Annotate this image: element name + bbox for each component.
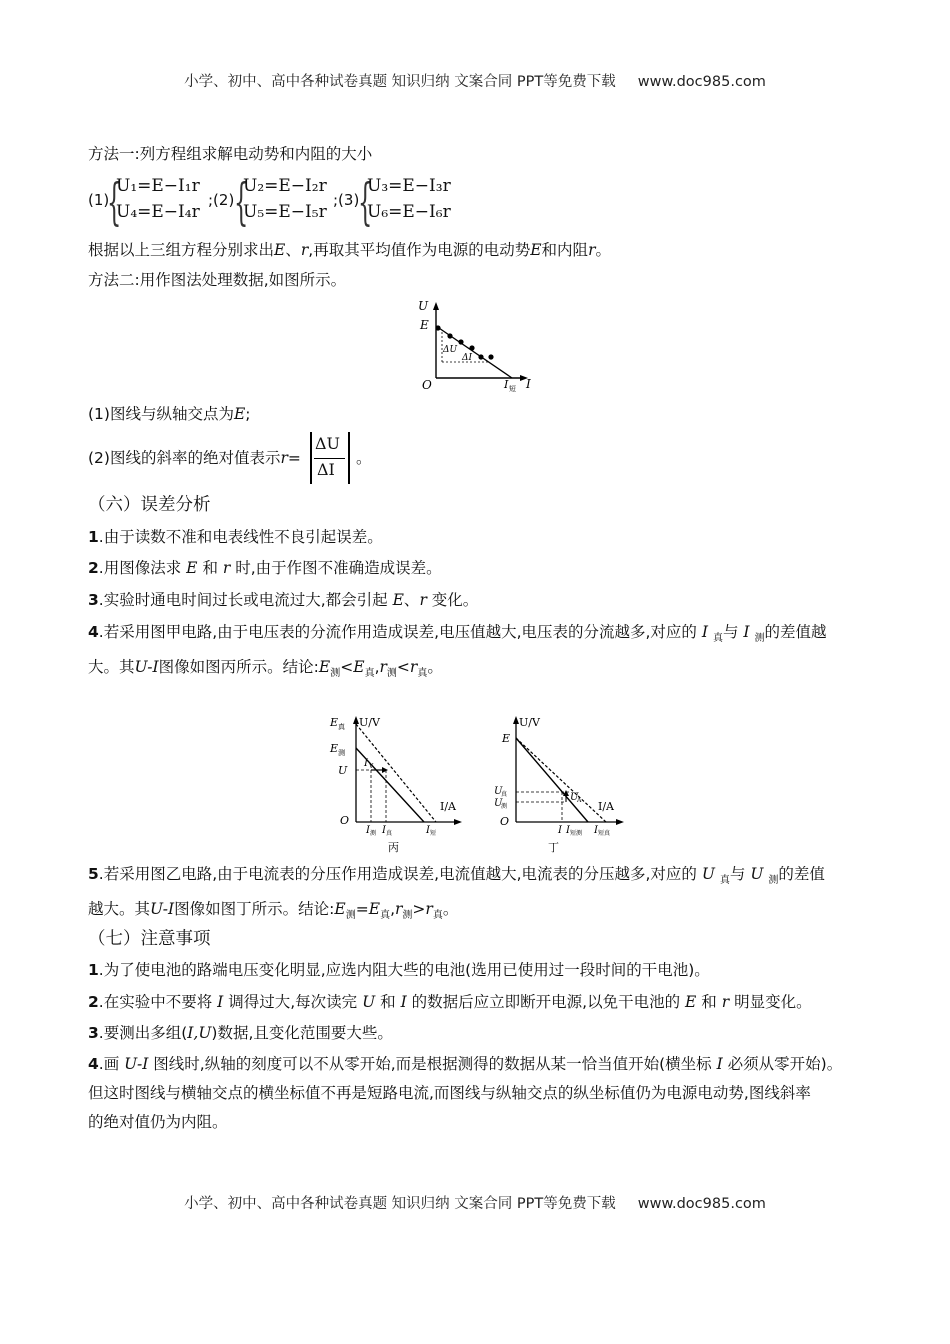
text: 、: [403, 591, 420, 609]
text: .实验时通电时间过长或电流过大,都会引起: [98, 591, 388, 609]
item-number: 5: [88, 865, 99, 883]
label-I-meas-sub: 测: [370, 830, 377, 837]
note-text: 。: [595, 241, 611, 259]
eq-label-3: ;(3): [333, 191, 360, 209]
ui-graph-figure: [410, 296, 540, 396]
label-E-true: E: [330, 716, 339, 729]
text: (1)图线与纵轴交点为: [88, 405, 234, 423]
note-text: 和内阻: [541, 241, 589, 259]
var-E: E: [274, 241, 286, 259]
data-point: [458, 339, 463, 344]
item-number: 4: [88, 1055, 99, 1073]
label-I-true-sub: 真: [386, 830, 393, 837]
error-item-2: [88, 556, 868, 580]
denominator: ΔI: [317, 460, 335, 479]
note-text: ,再取其平均值作为电源的电动势: [308, 241, 531, 259]
text: )数据,且变化范围要大些。: [211, 1024, 393, 1042]
item-number: 3: [88, 1024, 99, 1042]
text: <: [340, 658, 354, 677]
x-axis-arrow: [454, 819, 462, 825]
text: 。: [427, 658, 443, 677]
var-E: E: [530, 241, 542, 259]
var-E: E: [685, 993, 697, 1011]
var-r: r: [721, 993, 730, 1011]
numerator: ΔU: [315, 434, 341, 453]
text: 越大。其: [88, 900, 151, 919]
eq-u4: U₄=E−I₄r: [116, 202, 200, 222]
subscript: 测: [330, 668, 341, 680]
var-r: r: [395, 900, 403, 919]
method1-title: 方法一:列方程组求解电动势和内阻的大小: [88, 145, 373, 163]
text: ,: [390, 900, 395, 919]
text: 的差值越: [764, 623, 827, 641]
method2-title: 方法二:用作图法处理数据,如图所示。: [88, 271, 347, 289]
text: (2)图线的斜率的绝对值表示: [88, 449, 281, 467]
axis-label-UV: U/V: [519, 716, 540, 729]
slope-fraction: [310, 432, 350, 484]
label-IV: I: [364, 758, 368, 769]
label-I-true: I: [382, 825, 386, 836]
eq-u3: U₃=E−I₃r: [367, 176, 451, 196]
m2-point-1: [88, 402, 868, 426]
label-O: O: [422, 378, 432, 392]
var-E: E: [353, 658, 365, 677]
subscript: 测: [768, 875, 779, 887]
subscript: 真: [364, 668, 375, 680]
text: <: [396, 658, 410, 677]
label-U-true: U: [494, 786, 503, 797]
text: =: [287, 449, 301, 467]
eq-u6: U₆=E−I₆r: [367, 202, 451, 222]
text: 图线时,纵轴的刻度可以不从零开始,而是根据测得的数据从某一恰当值开始(横坐标: [153, 1055, 712, 1073]
text: 调得过大,每次读完: [228, 993, 358, 1011]
label-dU: ΔU: [443, 345, 458, 355]
var-E: E: [368, 900, 381, 919]
text: 的绝对值仍为内阻。: [88, 1113, 228, 1131]
text: 必须从零开始)。: [727, 1055, 843, 1073]
note-item-1: [88, 958, 868, 982]
text: 的数据后应立即断开电源,以免干电池的: [411, 993, 681, 1011]
note-item-3: [88, 1021, 868, 1045]
m2-point-2: [88, 446, 868, 470]
subscript: 测: [386, 668, 397, 680]
axis-label-U: U: [418, 299, 429, 313]
text: .若采用图乙电路,由于电流表的分压作用造成误差,电流值越大,电流表的分压越多,对应的: [98, 865, 697, 883]
text: .要测出多组(: [98, 1024, 188, 1042]
fraction-bar: [314, 458, 345, 459]
var-r: r: [222, 559, 231, 577]
eq-label-1: (1): [88, 191, 110, 209]
label-U-true-sub: 真: [501, 791, 508, 798]
var-r: r: [280, 449, 288, 467]
m2-point-2-end: 。: [356, 449, 372, 467]
text: .由于读数不准和电表线性不良引起误差。: [98, 528, 383, 546]
subscript: 测: [754, 633, 765, 645]
var-r: r: [588, 241, 596, 259]
var-r: r: [409, 658, 418, 677]
text: 图像如图丙所示。结论:: [158, 658, 319, 677]
abs-bar-left: [310, 432, 312, 484]
subscript: 真: [719, 875, 730, 887]
text: 变化。: [431, 591, 479, 609]
var-E: E: [392, 591, 404, 609]
var-U: U: [750, 865, 764, 883]
label-E-true-sub: 真: [338, 723, 345, 731]
subscript: 测: [402, 910, 413, 922]
figure-ding: [490, 712, 630, 857]
page-footer: [0, 1192, 950, 1213]
var-I: I: [716, 1055, 723, 1073]
error-item-5: [88, 860, 868, 930]
var-UI: U-I: [124, 1055, 149, 1073]
method1-note: [88, 238, 868, 262]
var-r: r: [425, 900, 433, 919]
text: .在实验中不要将: [98, 993, 213, 1011]
label-I-short-true: I: [594, 825, 598, 836]
text: 和: [701, 993, 717, 1011]
text: 。: [442, 900, 459, 919]
text: 明显变化。: [734, 993, 812, 1011]
text: =: [355, 900, 369, 919]
equation-systems: [88, 173, 488, 231]
var-UI: U-I: [150, 900, 175, 919]
subscript: 真: [417, 668, 428, 680]
item-number: 4: [88, 623, 99, 641]
data-point: [478, 354, 483, 359]
note-text: 根据以上三组方程分别求出: [88, 241, 275, 259]
label-U: U: [338, 764, 348, 777]
text: 和: [380, 993, 396, 1011]
text: .若采用图甲电路,由于电压表的分流作用造成误差,电压值越大,电压表的分流越多,对应的: [98, 623, 697, 641]
header-text: 小学、初中、高中各种试卷真题 知识归纳 文案合同 PPT等免费下载: [184, 74, 616, 90]
text: 时,由于作图不准确造成误差。: [235, 559, 442, 577]
text: .用图像法求: [98, 559, 182, 577]
abs-bar-right: [348, 432, 350, 484]
label-I-short-meas: I: [566, 825, 570, 836]
item-number: 2: [88, 559, 99, 577]
text: 与: [729, 865, 746, 883]
var-UI: U-I: [134, 658, 159, 677]
var-E: E: [186, 559, 198, 577]
label-E: E: [502, 732, 511, 745]
label-E-meas-sub: 测: [338, 749, 345, 757]
label-E-meas: E: [330, 742, 339, 755]
section-6-title: （六）误差分析: [88, 495, 211, 515]
label-dI: ΔI: [462, 353, 473, 363]
footer-text: 小学、初中、高中各种试卷真题 知识归纳 文案合同 PPT等免费下载: [184, 1196, 616, 1212]
label-I-short-sub: 短: [430, 830, 437, 837]
data-point: [447, 333, 452, 338]
data-point: [488, 354, 493, 359]
label-I-short-true-sub: 短真: [598, 830, 611, 837]
iv-arrowhead: [382, 767, 388, 773]
text: 和: [202, 559, 218, 577]
var-r: r: [379, 658, 387, 677]
label-O: O: [500, 815, 510, 828]
note-sep: 、: [285, 241, 301, 259]
text: ;: [245, 405, 251, 423]
var-U: U: [362, 993, 376, 1011]
label-short-sub: 短: [509, 385, 516, 393]
text: 但这时图线与横轴交点的横坐标值不再是短路电流,而图线与纵轴交点的纵坐标值仍为电源电动势,图线斜率: [88, 1084, 811, 1102]
label-I-meas: I: [366, 825, 370, 836]
brace-1: {: [107, 173, 122, 231]
var-I: I: [400, 993, 407, 1011]
data-point: [469, 345, 474, 350]
subscript: 真: [380, 910, 391, 922]
item-number: 2: [88, 993, 99, 1011]
text: 的差值: [778, 865, 825, 883]
text: ,: [374, 658, 380, 677]
footer-url[interactable]: www.doc985.com: [637, 1196, 766, 1212]
subscript: 真: [712, 633, 723, 645]
item-number: 1: [88, 961, 99, 979]
var-E: E: [334, 900, 346, 919]
label-O: O: [340, 814, 350, 827]
page-header: [0, 70, 950, 91]
var-I: I: [743, 623, 750, 641]
var-r: r: [300, 241, 309, 259]
note-item-2: [88, 990, 868, 1014]
label-UA: U: [570, 792, 579, 803]
caption-bing: 丙: [388, 841, 399, 854]
var-r: r: [419, 591, 427, 609]
axis-label-IA: I/A: [440, 800, 456, 813]
label-U-meas-sub: 测: [501, 803, 508, 810]
eq-u5: U₅=E−I₅r: [243, 202, 327, 222]
label-I-short: I: [426, 825, 430, 836]
text: .画: [98, 1055, 120, 1073]
text: 与: [722, 623, 739, 641]
var-I: I: [217, 993, 224, 1011]
text: 图像如图丁所示。结论:: [174, 900, 335, 919]
label-I-short: I: [504, 378, 509, 391]
x-axis-arrow: [616, 819, 624, 825]
y-axis-arrow: [433, 302, 439, 310]
true-line: [356, 724, 436, 822]
item-number: 3: [88, 591, 99, 609]
header-url[interactable]: www.doc985.com: [637, 74, 766, 90]
label-I-short-meas-sub: 短测: [570, 830, 583, 837]
note-item-4: [88, 1050, 868, 1137]
true-line: [516, 738, 606, 822]
axis-label-I: I: [526, 377, 531, 391]
error-item-3: [88, 588, 868, 612]
text: .为了使电池的路端电压变化明显,应选内阻大些的电池(选用已使用过一段时间的干电池)。: [98, 961, 710, 979]
var-U: U: [701, 865, 715, 883]
label-E: E: [420, 318, 429, 332]
var-IU: I,U: [187, 1024, 212, 1042]
label-I: I: [558, 825, 562, 836]
item-number: 1: [88, 528, 99, 546]
figure-bing: [328, 712, 468, 857]
data-point: [435, 325, 440, 330]
brace-3: {: [358, 173, 373, 231]
var-E: E: [233, 405, 246, 423]
section-7-title: （七）注意事项: [88, 929, 211, 949]
var-I: I: [701, 623, 708, 641]
label-UA-sub: A: [577, 797, 582, 804]
subscript: 真: [432, 910, 443, 922]
text: >: [412, 900, 426, 919]
axis-label-UV: U/V: [359, 716, 380, 729]
measured-line: [516, 738, 588, 822]
brace-2: {: [234, 173, 249, 231]
caption-ding: 丁: [548, 841, 559, 854]
error-item-4: [88, 618, 868, 688]
eq-u2: U₂=E−I₂r: [243, 176, 327, 196]
label-IV-sub: V: [369, 763, 374, 770]
error-item-1: [88, 525, 868, 549]
label-U-meas: U: [494, 798, 503, 809]
text: 大。其: [88, 658, 135, 677]
var-E: E: [318, 658, 331, 677]
eq-label-2: ;(2): [208, 191, 235, 209]
eq-u1: U₁=E−I₁r: [116, 176, 200, 196]
subscript: 测: [345, 910, 356, 922]
axis-label-IA: I/A: [598, 800, 614, 813]
